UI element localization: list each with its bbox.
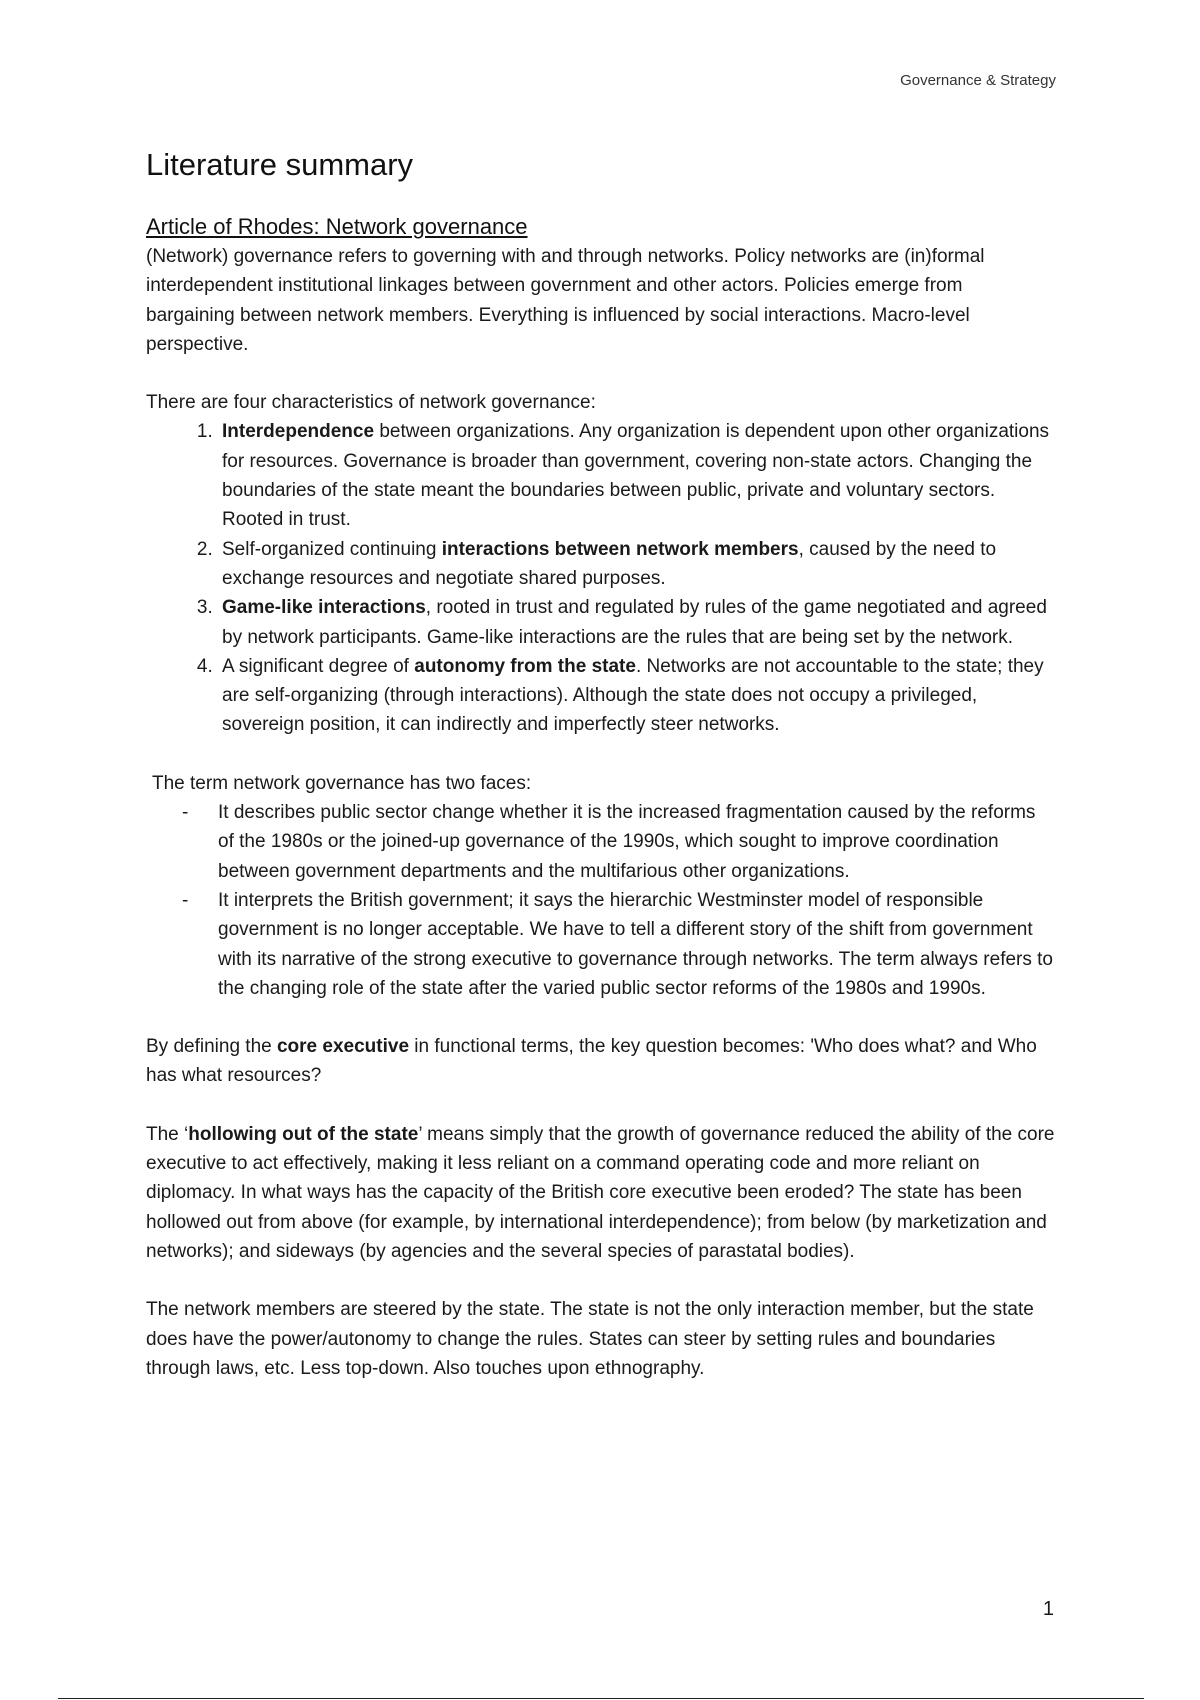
dash-bullet: -	[182, 802, 189, 824]
faces-lead: The term network governance has two faces:	[152, 772, 532, 794]
document-body	[146, 144, 1056, 1383]
item-text: , caused by the need to exchange resources and negotiate shared purposes.	[222, 538, 997, 589]
item-text: It interprets the British government; it says the hierarchic Westminster model of responsible government is no longer acceptable. We have to tell a different story of the shift from government with its narrative of the strong executive to governance through networks. The term always refers to the changing role of the state after the varied public sector reforms of the 1980s and 1990s.	[218, 889, 1053, 999]
core-executive-paragraph	[146, 1032, 1056, 1091]
intro-paragraph: (Network) governance refers to governing with and through networks. Policy networks are (in)formal interdependent institutional linkages between government and other actors. Policies emerge from bargaining between network members. Everything is influenced by social interactions. Macro-level perspective.	[146, 246, 985, 355]
item-text: between organizations. Any organization is dependent upon other organizations for resources. Governance is broader than government, covering non-state actors. Changing the boundaries of the state meant the boundaries between public, private and voluntary sectors. Rooted in trust.	[222, 421, 1050, 531]
spacer	[146, 1266, 1056, 1295]
list-item	[182, 798, 1056, 886]
spacer	[146, 740, 1056, 769]
hollowing-paragraph	[146, 1120, 1056, 1266]
item-emphasis: Interdependence	[222, 421, 375, 443]
item-text: . Networks are not accountable to the state; they are self-organizing (through interactions). Although the state does not occupy a privileged, sovereign position, it can indirectly and imperfectly steer networks.	[222, 655, 1044, 736]
item-text: , rooted in trust and regulated by rules of the game negotiated and agreed by network participants. Game-like interactions are the rules that are being set by the network.	[222, 597, 1047, 648]
list-item	[182, 886, 1056, 1003]
spacer	[146, 1091, 1056, 1120]
paragraph-text: The ‘	[146, 1123, 189, 1145]
page-title: Literature summary	[146, 147, 414, 182]
paragraph-text: ’ means simply that the growth of governance reduced the ability of the core executive to act effectively, making it less reliant on a command operating code and more reliant on diplomacy. In what ways has the capacity of the British core executive been eroded? The state has been hollowed out from above (for example, by international interdependence); from below (by marketization and networks); and sideways (by agencies and the several species of parastatal bodies).	[146, 1123, 1055, 1262]
item-text: A significant degree of	[222, 655, 415, 677]
page-number: 1	[1042, 1598, 1054, 1620]
item-emphasis: autonomy from the state	[414, 655, 636, 677]
characteristics-list	[146, 417, 1056, 739]
item-emphasis: interactions between network members	[441, 538, 799, 560]
list-item	[218, 535, 1056, 594]
spacer	[146, 1003, 1056, 1032]
characteristics-lead: There are four characteristics of network governance:	[146, 392, 596, 414]
steering-paragraph: The network members are steered by the state. The state is not the only interaction member, but the state does have the power/autonomy to change the rules. States can steer by setting rules and boundaries through laws, etc. Less top-down. Also touches upon ethnography.	[146, 1299, 1034, 1379]
item-emphasis: Game-like interactions	[222, 597, 426, 619]
faces-list	[146, 798, 1056, 1003]
paragraph-emphasis: hollowing out of the state	[188, 1123, 419, 1145]
paragraph-emphasis: core executive	[276, 1036, 410, 1058]
paragraph-text: By defining the	[146, 1036, 277, 1058]
list-item	[218, 652, 1056, 740]
list-item	[218, 417, 1056, 534]
footer-divider	[58, 1698, 1144, 1699]
running-header: Governance & Strategy	[900, 72, 1056, 89]
item-text: It describes public sector change whether it is the increased fragmentation caused by the reforms of the 1980s or the joined-up governance of the 1990s, which sought to improve coordination between government departments and the multifarious other organizations.	[218, 802, 1036, 882]
dash-bullet: -	[182, 889, 189, 911]
list-item	[218, 593, 1056, 652]
section-heading: Article of Rhodes: Network governance	[146, 214, 528, 239]
spacer	[146, 359, 1056, 388]
paragraph-text: in functional terms, the key question becomes: 'Who does what? and Who has what resources?	[146, 1036, 1037, 1087]
item-text: Self-organized continuing	[222, 538, 442, 560]
